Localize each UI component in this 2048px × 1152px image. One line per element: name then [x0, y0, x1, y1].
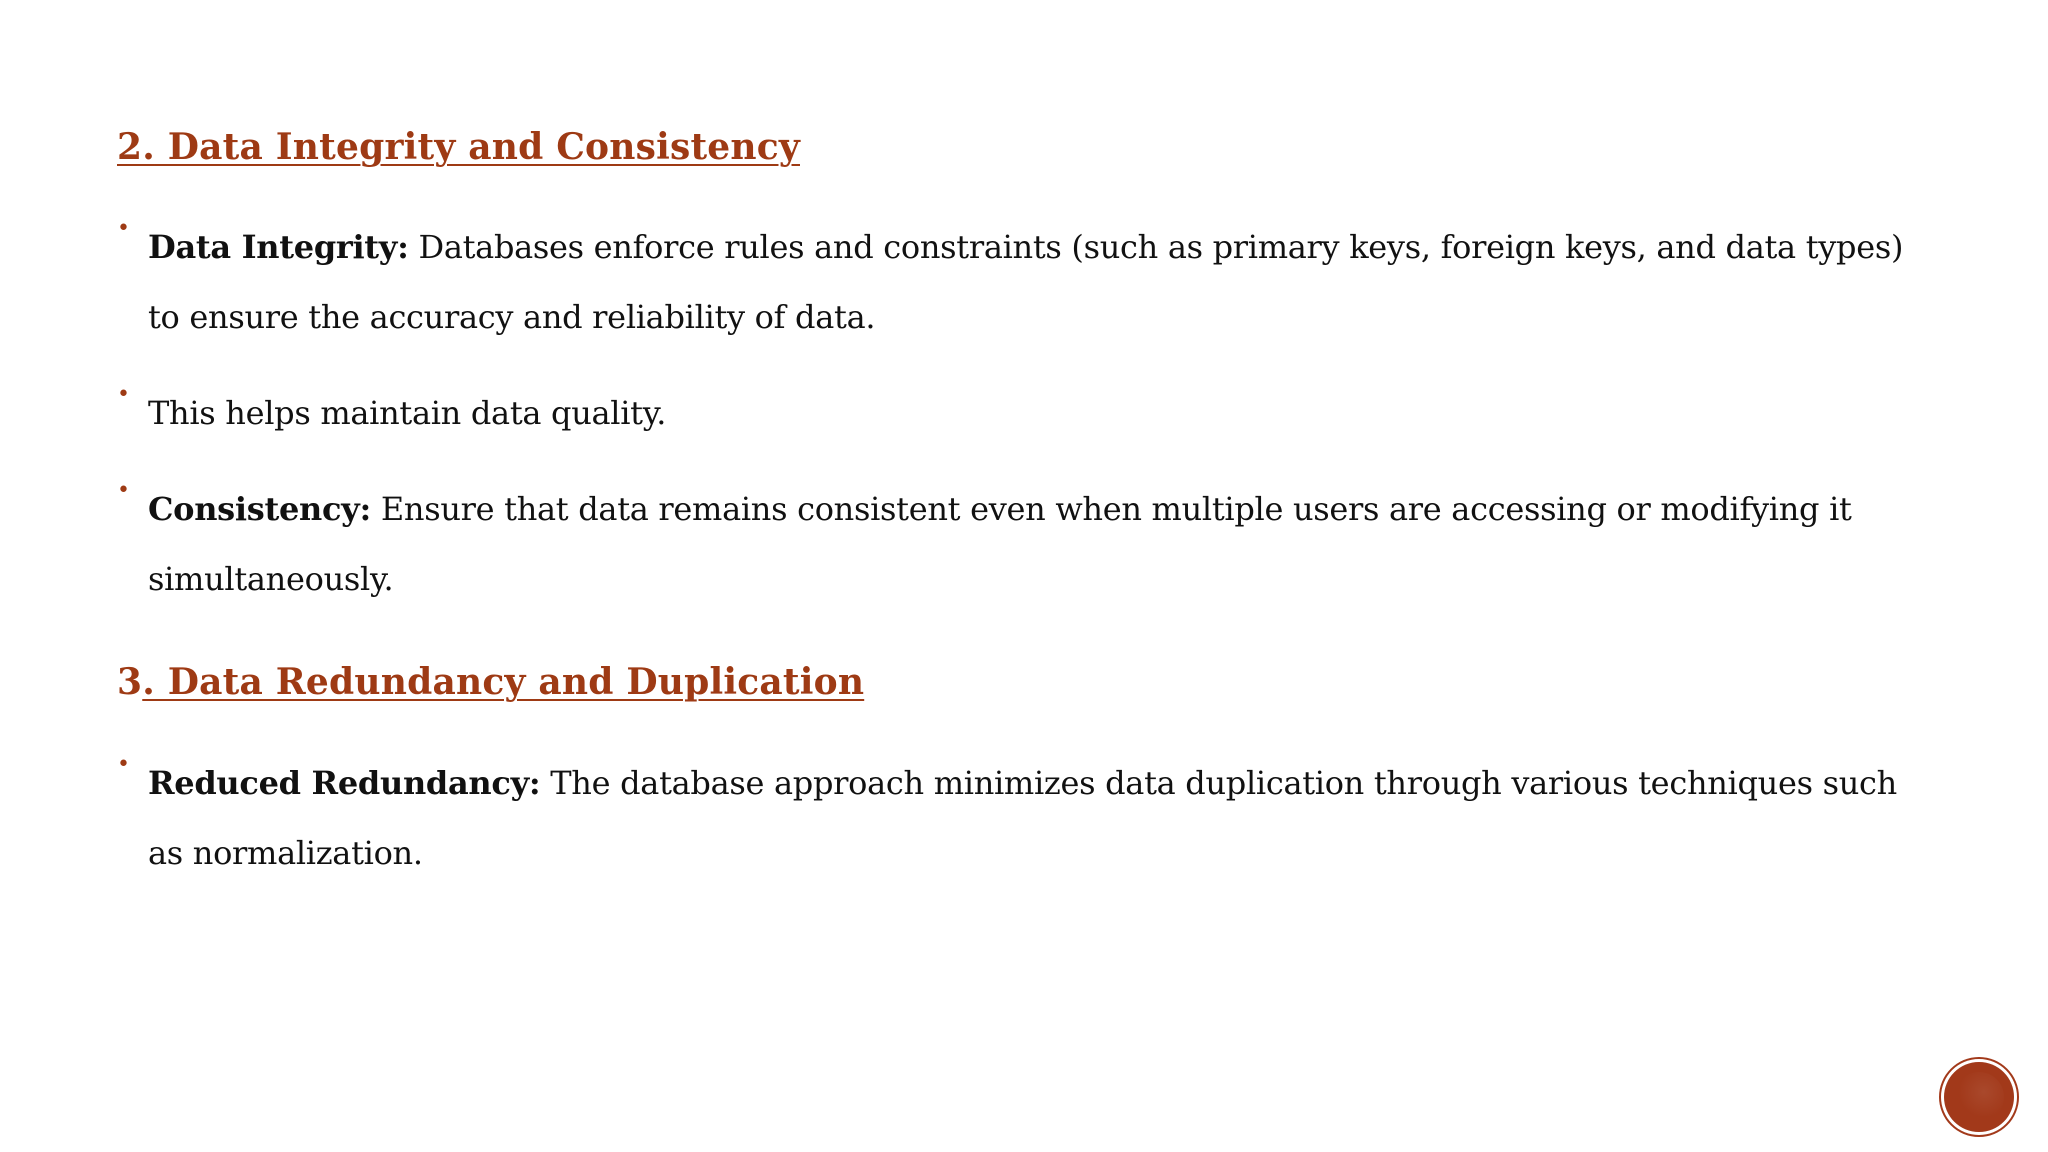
heading-title: . Data Redundancy and Duplication	[142, 661, 865, 703]
section-heading-data-redundancy	[117, 660, 864, 704]
bullet-term: Reduced Redundancy:	[148, 764, 541, 802]
bullet-term: Consistency:	[148, 490, 371, 528]
bullet-term: Data Integrity:	[148, 228, 409, 266]
bullet-data-quality	[117, 378, 1937, 448]
bullet-reduced-redundancy	[117, 748, 1937, 888]
bullet-dot-icon: •	[117, 216, 130, 241]
slide-decoration-circle-icon	[1944, 1062, 2014, 1132]
heading-title: Data Integrity and Consistency	[154, 126, 800, 168]
bullet-body: This helps maintain data quality.	[148, 394, 667, 432]
bullet-consistency	[117, 474, 1937, 614]
bullet-text	[148, 212, 1937, 352]
bullet-text	[148, 474, 1937, 614]
bullet-dot-icon: •	[117, 752, 130, 777]
section-heading-data-integrity	[117, 125, 800, 169]
heading-number: 3	[117, 661, 143, 703]
bullet-dot-icon: •	[117, 478, 130, 503]
heading-number: 2.	[117, 126, 155, 168]
bullet-body: The database approach minimizes data duplication through various techniques such as normalization.	[148, 764, 1897, 872]
bullet-body: Databases enforce rules and constraints (such as primary keys, foreign keys, and data types) to ensure the accuracy and reliability of data.	[148, 228, 1904, 336]
bullet-dot-icon: •	[117, 382, 130, 407]
bullet-body: Ensure that data remains consistent even when multiple users are accessing or modifying it simultaneously.	[148, 490, 1852, 598]
bullet-data-integrity	[117, 212, 1937, 352]
bullet-text	[148, 378, 1937, 448]
bullet-text	[148, 748, 1937, 888]
